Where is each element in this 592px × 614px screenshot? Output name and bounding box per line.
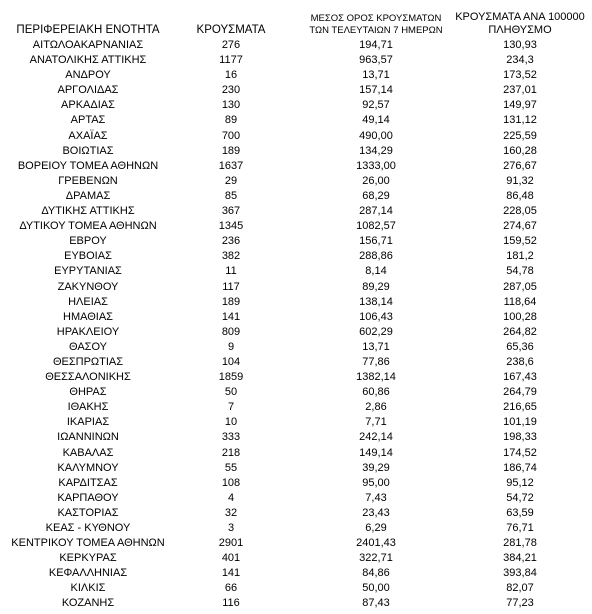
cases-cell: 108 bbox=[221, 476, 241, 489]
cases-cell: 50 bbox=[224, 386, 238, 399]
table-row bbox=[0, 280, 592, 295]
table-row bbox=[0, 38, 592, 53]
cases-per-100000-cell: 160,28 bbox=[503, 144, 537, 157]
cases-per-100000-cell: 181,2 bbox=[506, 250, 534, 263]
cases-per-100000-cell: 82,07 bbox=[506, 582, 534, 595]
table-header bbox=[0, 4, 592, 38]
cases-cell: 117 bbox=[222, 280, 240, 293]
cases-cell: 382 bbox=[221, 250, 241, 263]
cases-per-100000-cell: 216,65 bbox=[503, 401, 537, 414]
cases-cell: 189 bbox=[221, 144, 241, 157]
cases-cell: 11 bbox=[225, 265, 237, 278]
table-row bbox=[0, 264, 592, 279]
cases-per-100000-cell: 100,28 bbox=[503, 310, 537, 323]
cases-cell: 10 bbox=[224, 416, 238, 429]
seven-day-average-cell: 23,43 bbox=[362, 506, 390, 519]
header-average-line-1: ΜΕΣΟΣ ΟΡΟΣ ΚΡΟΥΣΜΑΤΩΝ bbox=[310, 13, 442, 24]
seven-day-average-cell: 7,71 bbox=[365, 416, 387, 429]
region-cell: ΗΡΑΚΛΕΙΟΥ bbox=[56, 325, 120, 338]
cases-cell: 401 bbox=[221, 552, 241, 565]
table-body bbox=[0, 38, 592, 612]
cases-cell: 3 bbox=[227, 522, 235, 534]
cases-per-100000-cell: 54,78 bbox=[506, 265, 534, 278]
cases-per-100000-cell: 198,33 bbox=[503, 431, 537, 444]
seven-day-average-cell: 39,29 bbox=[362, 461, 390, 474]
region-cell: ΕΥΡΥΤΑΝΙΑΣ bbox=[54, 265, 122, 278]
seven-day-average-cell: 157,14 bbox=[359, 84, 393, 97]
seven-day-average-cell: 1333,00 bbox=[356, 159, 396, 172]
cases-cell: 4 bbox=[227, 491, 235, 504]
cases-cell: 2901 bbox=[218, 537, 244, 550]
region-cell: ΘΑΣΟΥ bbox=[68, 340, 108, 353]
cases-cell: 141 bbox=[221, 310, 241, 323]
cases-per-100000-cell: 393,84 bbox=[503, 567, 537, 580]
cases-cell: 218 bbox=[221, 446, 241, 459]
seven-day-average-cell: 1382,14 bbox=[356, 371, 396, 384]
table-row bbox=[0, 415, 592, 430]
seven-day-average-cell: 77,86 bbox=[362, 355, 390, 368]
table-row bbox=[0, 581, 592, 596]
header-cases-per-100000 bbox=[450, 11, 590, 37]
cases-cell: 9 bbox=[227, 340, 235, 353]
region-cell: ΘΕΣΣΑΛΟΝΙΚΗΣ bbox=[45, 371, 131, 384]
seven-day-average-cell: 602,29 bbox=[359, 325, 393, 338]
header-per-capita-line-2: ΠΛΗΘΥΣΜΟ bbox=[488, 24, 552, 36]
table-row bbox=[0, 491, 592, 506]
region-cell: ΚΕΡΚΥΡΑΣ bbox=[59, 552, 117, 565]
cases-cell: 809 bbox=[221, 325, 241, 338]
table-row bbox=[0, 370, 592, 385]
seven-day-average-cell: 288,86 bbox=[359, 250, 393, 263]
seven-day-average-cell: 7,43 bbox=[365, 491, 387, 504]
cases-cell: 230 bbox=[221, 84, 241, 97]
cases-cell: 130 bbox=[221, 99, 241, 112]
header-per-capita-line-1: ΚΡΟΥΣΜΑΤΑ ΑΝΑ 100000 bbox=[455, 11, 585, 23]
cases-per-100000-cell: 237,01 bbox=[503, 84, 537, 97]
cases-cell: 367 bbox=[221, 205, 241, 218]
cases-cell: 1637 bbox=[218, 159, 244, 172]
cases-cell: 276 bbox=[221, 39, 241, 51]
cases-cell: 66 bbox=[224, 582, 238, 595]
cases-per-100000-cell: 274,67 bbox=[503, 220, 537, 233]
cases-per-100000-cell: 95,12 bbox=[506, 476, 534, 489]
table-row bbox=[0, 506, 592, 521]
seven-day-average-cell: 149,14 bbox=[359, 446, 393, 459]
region-cell: ΑΝΔΡΟΥ bbox=[65, 69, 111, 82]
seven-day-average-cell: 68,29 bbox=[362, 189, 390, 202]
table-row bbox=[0, 98, 592, 113]
table-row bbox=[0, 355, 592, 370]
cases-cell: 116 bbox=[222, 597, 240, 610]
cases-per-100000-cell: 173,52 bbox=[503, 69, 537, 82]
region-cell: ΚΑΣΤΟΡΙΑΣ bbox=[57, 506, 119, 519]
seven-day-average-cell: 322,71 bbox=[359, 552, 393, 565]
table-row bbox=[0, 325, 592, 340]
table-row bbox=[0, 385, 592, 400]
table-row bbox=[0, 129, 592, 144]
region-cell: ΙΩΑΝΝΙΝΩΝ bbox=[57, 431, 119, 444]
region-cell: ΕΥΒΟΙΑΣ bbox=[64, 250, 112, 263]
cases-per-100000-cell: 65,36 bbox=[506, 340, 534, 353]
table-row bbox=[0, 159, 592, 174]
region-cell: ΑΧΑΪΑΣ bbox=[68, 129, 108, 142]
seven-day-average-cell: 2401,43 bbox=[356, 537, 396, 550]
header-seven-day-average bbox=[296, 13, 456, 36]
region-cell: ΘΗΡΑΣ bbox=[69, 386, 107, 399]
table-row bbox=[0, 113, 592, 128]
region-cell: ΘΕΣΠΡΩΤΙΑΣ bbox=[52, 355, 124, 368]
seven-day-average-cell: 194,71 bbox=[359, 39, 393, 51]
table-row bbox=[0, 219, 592, 234]
cases-per-100000-cell: 228,05 bbox=[503, 205, 537, 218]
seven-day-average-cell: 6,29 bbox=[365, 522, 387, 534]
cases-per-100000-cell: 86,48 bbox=[506, 189, 534, 202]
cases-per-100000-cell: 174,52 bbox=[503, 446, 537, 459]
cases-cell: 29 bbox=[224, 174, 238, 187]
cases-cell: 700 bbox=[221, 129, 241, 142]
region-cell: ΔΡΑΜΑΣ bbox=[65, 189, 111, 202]
seven-day-average-cell: 8,14 bbox=[365, 265, 387, 278]
region-cell: ΑΡΓΟΛΙΔΑΣ bbox=[57, 84, 119, 97]
table-row bbox=[0, 204, 592, 219]
region-cell: ΔΥΤΙΚΗΣ ΑΤΤΙΚΗΣ bbox=[41, 205, 135, 218]
cases-cell: 16 bbox=[224, 69, 238, 82]
cases-per-100000-cell: 287,05 bbox=[503, 280, 537, 293]
region-cell: ΚΑΡΠΑΘΟΥ bbox=[57, 491, 119, 504]
cases-per-100000-cell: 264,79 bbox=[503, 386, 537, 399]
table-row bbox=[0, 461, 592, 476]
cases-per-100000-cell: 118,64 bbox=[503, 295, 537, 308]
cases-cell: 189 bbox=[221, 295, 241, 308]
table-row bbox=[0, 521, 592, 536]
cases-per-100000-cell: 276,67 bbox=[503, 159, 537, 172]
seven-day-average-cell: 60,86 bbox=[362, 386, 390, 399]
cases-cell: 89 bbox=[224, 114, 238, 127]
region-cell: ΚΑΒΑΛΑΣ bbox=[62, 446, 114, 459]
cases-per-100000-cell: 159,52 bbox=[503, 235, 537, 248]
table-row bbox=[0, 249, 592, 264]
seven-day-average-cell: 49,14 bbox=[362, 114, 390, 127]
seven-day-average-cell: 13,71 bbox=[362, 340, 390, 353]
cases-per-100000-cell: 384,21 bbox=[503, 552, 537, 565]
region-cell: ΚΟΖΑΝΗΣ bbox=[61, 597, 115, 610]
cases-cell: 32 bbox=[224, 506, 238, 519]
cases-cell: 1177 bbox=[219, 54, 243, 67]
cases-per-100000-cell: 63,59 bbox=[506, 506, 534, 519]
region-cell: ΚΑΡΔΙΤΣΑΣ bbox=[58, 476, 118, 489]
region-cell: ΑΡΚΑΔΙΑΣ bbox=[61, 99, 115, 112]
seven-day-average-cell: 95,00 bbox=[362, 476, 390, 489]
cases-cell: 141 bbox=[221, 567, 241, 580]
table-row bbox=[0, 189, 592, 204]
region-cell: ΚΕΦΑΛΛΗΝΙΑΣ bbox=[48, 567, 128, 580]
table-row bbox=[0, 68, 592, 83]
region-cell: ΚΙΛΚΙΣ bbox=[70, 582, 106, 595]
cases-per-100000-cell: 264,82 bbox=[503, 325, 537, 338]
seven-day-average-cell: 287,14 bbox=[359, 205, 393, 218]
table-row bbox=[0, 295, 592, 310]
table-row bbox=[0, 566, 592, 581]
seven-day-average-cell: 2,86 bbox=[365, 401, 387, 414]
seven-day-average-cell: 87,43 bbox=[362, 597, 390, 610]
region-cell: ΖΑΚΥΝΘΟΥ bbox=[57, 280, 119, 293]
region-cell: ΑΝΑΤΟΛΙΚΗΣ ΑΤΤΙΚΗΣ bbox=[29, 54, 147, 67]
region-cell: ΙΚΑΡΙΑΣ bbox=[66, 416, 110, 429]
seven-day-average-cell: 26,00 bbox=[362, 174, 390, 187]
seven-day-average-cell: 138,14 bbox=[359, 295, 393, 308]
table-row bbox=[0, 400, 592, 415]
cases-per-100000-cell: 91,32 bbox=[506, 174, 534, 187]
cases-cell: 104 bbox=[221, 355, 241, 368]
region-cell: ΕΒΡΟΥ bbox=[69, 235, 107, 248]
header-average-line-2: ΤΩΝ ΤΕΛΕΥΤΑΙΩΝ 7 ΗΜΕΡΩΝ bbox=[309, 24, 443, 36]
table-row bbox=[0, 430, 592, 445]
header-region bbox=[0, 24, 176, 37]
region-cell: ΔΥΤΙΚΟΥ ΤΟΜΕΑ ΑΘΗΝΩΝ bbox=[19, 220, 157, 233]
region-cell: ΒΟΙΩΤΙΑΣ bbox=[62, 144, 114, 157]
cases-cell: 55 bbox=[224, 461, 238, 474]
table-row bbox=[0, 536, 592, 551]
table-row bbox=[0, 144, 592, 159]
region-cell: ΓΡΕΒΕΝΩΝ bbox=[58, 174, 118, 187]
cases-per-100000-cell: 281,78 bbox=[503, 537, 537, 550]
region-cell: ΚΑΛΥΜΝΟΥ bbox=[57, 461, 119, 474]
cases-per-100000-cell: 234,3 bbox=[506, 54, 534, 67]
seven-day-average-cell: 84,86 bbox=[362, 567, 390, 580]
cases-per-100000-cell: 76,71 bbox=[506, 522, 534, 534]
cases-cell: 7 bbox=[227, 401, 235, 414]
cases-per-100000-cell: 167,43 bbox=[503, 371, 537, 384]
seven-day-average-cell: 963,57 bbox=[359, 54, 393, 67]
table-row bbox=[0, 234, 592, 249]
table-row bbox=[0, 446, 592, 461]
seven-day-average-cell: 106,43 bbox=[359, 310, 393, 323]
cases-per-100000-cell: 238,6 bbox=[506, 355, 534, 368]
seven-day-average-cell: 156,71 bbox=[359, 235, 393, 248]
region-cell: ΚΕΝΤΡΙΚΟΥ ΤΟΜΕΑ ΑΘΗΝΩΝ bbox=[11, 537, 165, 550]
cases-per-100000-cell: 186,74 bbox=[503, 461, 537, 474]
cases-cell: 1859 bbox=[218, 371, 244, 384]
seven-day-average-cell: 134,29 bbox=[359, 144, 393, 157]
seven-day-average-cell: 89,29 bbox=[362, 280, 390, 293]
cases-per-100000-cell: 54,72 bbox=[506, 491, 534, 504]
region-cell: ΒΟΡΕΙΟΥ ΤΟΜΕΑ ΑΘΗΝΩΝ bbox=[17, 159, 159, 172]
seven-day-average-cell: 490,00 bbox=[359, 129, 393, 142]
table-row bbox=[0, 53, 592, 68]
cases-per-100000-cell: 101,19 bbox=[503, 416, 537, 429]
cases-cell: 85 bbox=[224, 189, 238, 202]
seven-day-average-cell: 92,57 bbox=[362, 99, 390, 112]
table-row bbox=[0, 310, 592, 325]
seven-day-average-cell: 50,00 bbox=[362, 582, 390, 595]
cases-per-100000-cell: 131,12 bbox=[503, 114, 537, 127]
region-cell: ΙΘΑΚΗΣ bbox=[67, 401, 109, 414]
cases-cell: 333 bbox=[221, 431, 241, 444]
header-cases-label: ΚΡΟΥΣΜΑΤΑ bbox=[196, 24, 266, 36]
cases-per-100000-cell: 77,23 bbox=[506, 597, 534, 610]
region-cell: ΚΕΑΣ - ΚΥΘΝΟΥ bbox=[45, 522, 131, 534]
seven-day-average-cell: 1082,57 bbox=[356, 220, 396, 233]
header-cases bbox=[186, 24, 276, 37]
table-row bbox=[0, 83, 592, 98]
cases-per-100000-cell: 130,93 bbox=[503, 39, 537, 51]
table-row bbox=[0, 476, 592, 491]
region-cell: ΗΜΑΘΙΑΣ bbox=[63, 310, 113, 323]
table-row bbox=[0, 596, 592, 611]
cases-per-100000-cell: 225,59 bbox=[503, 129, 537, 142]
cases-per-100000-cell: 149,97 bbox=[503, 99, 537, 112]
region-cell: ΑΙΤΩΛΟΑΚΑΡΝΑΝΙΑΣ bbox=[32, 39, 144, 51]
cases-cell: 1345 bbox=[218, 220, 244, 233]
table-row bbox=[0, 551, 592, 566]
region-cell: ΗΛΕΙΑΣ bbox=[68, 295, 108, 308]
table-row bbox=[0, 340, 592, 355]
seven-day-average-cell: 13,71 bbox=[362, 69, 390, 82]
seven-day-average-cell: 242,14 bbox=[359, 431, 393, 444]
header-region-label: ΠΕΡΙΦΕΡΕΙΑΚΗ ΕΝΟΤΗΤΑ bbox=[16, 24, 160, 36]
cases-cell: 236 bbox=[221, 235, 241, 248]
table-row bbox=[0, 174, 592, 189]
region-cell: ΑΡΤΑΣ bbox=[70, 114, 106, 127]
